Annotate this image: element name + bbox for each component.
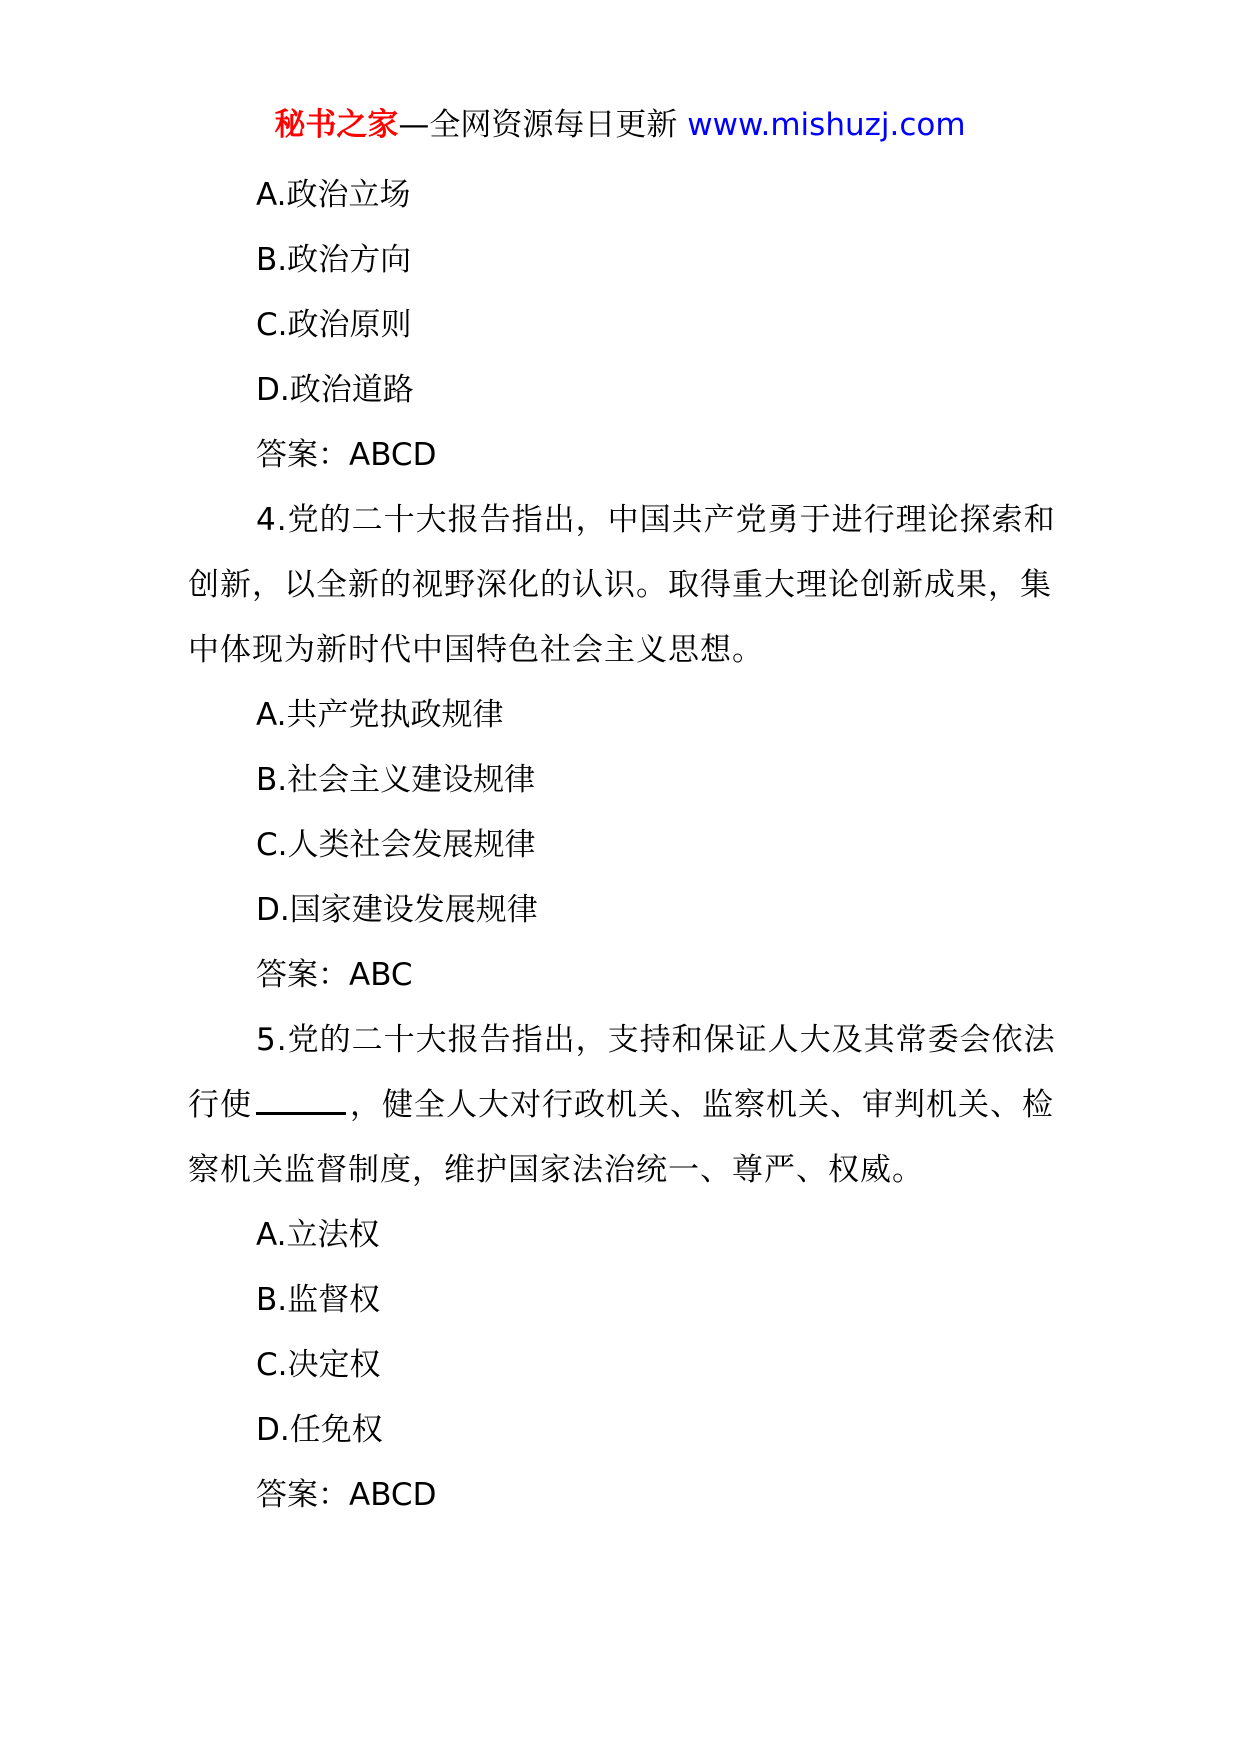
q5-text-before: 5.党的二十大报告指出，支持和保证人大及其常委会依法行使	[188, 1022, 1056, 1123]
q3-option-c: C.政治原则	[256, 307, 412, 343]
q4-option-c: C.人类社会发展规律	[256, 827, 536, 863]
brand-name: 秘书之家	[274, 107, 399, 143]
q3-answer: 答案：ABCD	[256, 437, 437, 473]
q4-option-b: B.社会主义建设规律	[256, 762, 536, 798]
q5-option-b: B.监督权	[256, 1282, 381, 1318]
q5-text-after: ，健全人大对行政机关、监察机关、审判机关、检察机关监督制度，维护国家法治统一、尊严、权威。	[188, 1087, 1054, 1188]
header-tagline: —全网资源每日更新	[398, 107, 688, 143]
q5-option-d: D.任免权	[256, 1412, 383, 1448]
site-url-link[interactable]: www.mishuzj.com	[687, 107, 966, 143]
q4-option-a: A.共产党执政规律	[256, 697, 504, 733]
page-header	[0, 100, 1240, 150]
q5-answer: 答案：ABCD	[256, 1477, 437, 1513]
q3-option-b: B.政治方向	[256, 242, 412, 278]
q5-option-a: A.立法权	[256, 1217, 380, 1253]
q4-answer: 答案：ABC	[256, 957, 413, 993]
q4-question: 4.党的二十大报告指出，中国共产党勇于进行理论探索和创新，以全新的视野深化的认识。取得重大理论创新成果，集中体现为新时代中国特色社会主义思想。	[188, 502, 1056, 668]
q5-option-c: C.决定权	[256, 1347, 381, 1383]
q3-option-d: D.政治道路	[256, 372, 414, 408]
q5-question	[188, 1008, 1068, 1203]
fill-in-blank	[256, 1082, 346, 1115]
q4-option-d: D.国家建设发展规律	[256, 892, 538, 928]
q3-option-a: A.政治立场	[256, 177, 411, 213]
document-body	[188, 163, 1068, 1528]
